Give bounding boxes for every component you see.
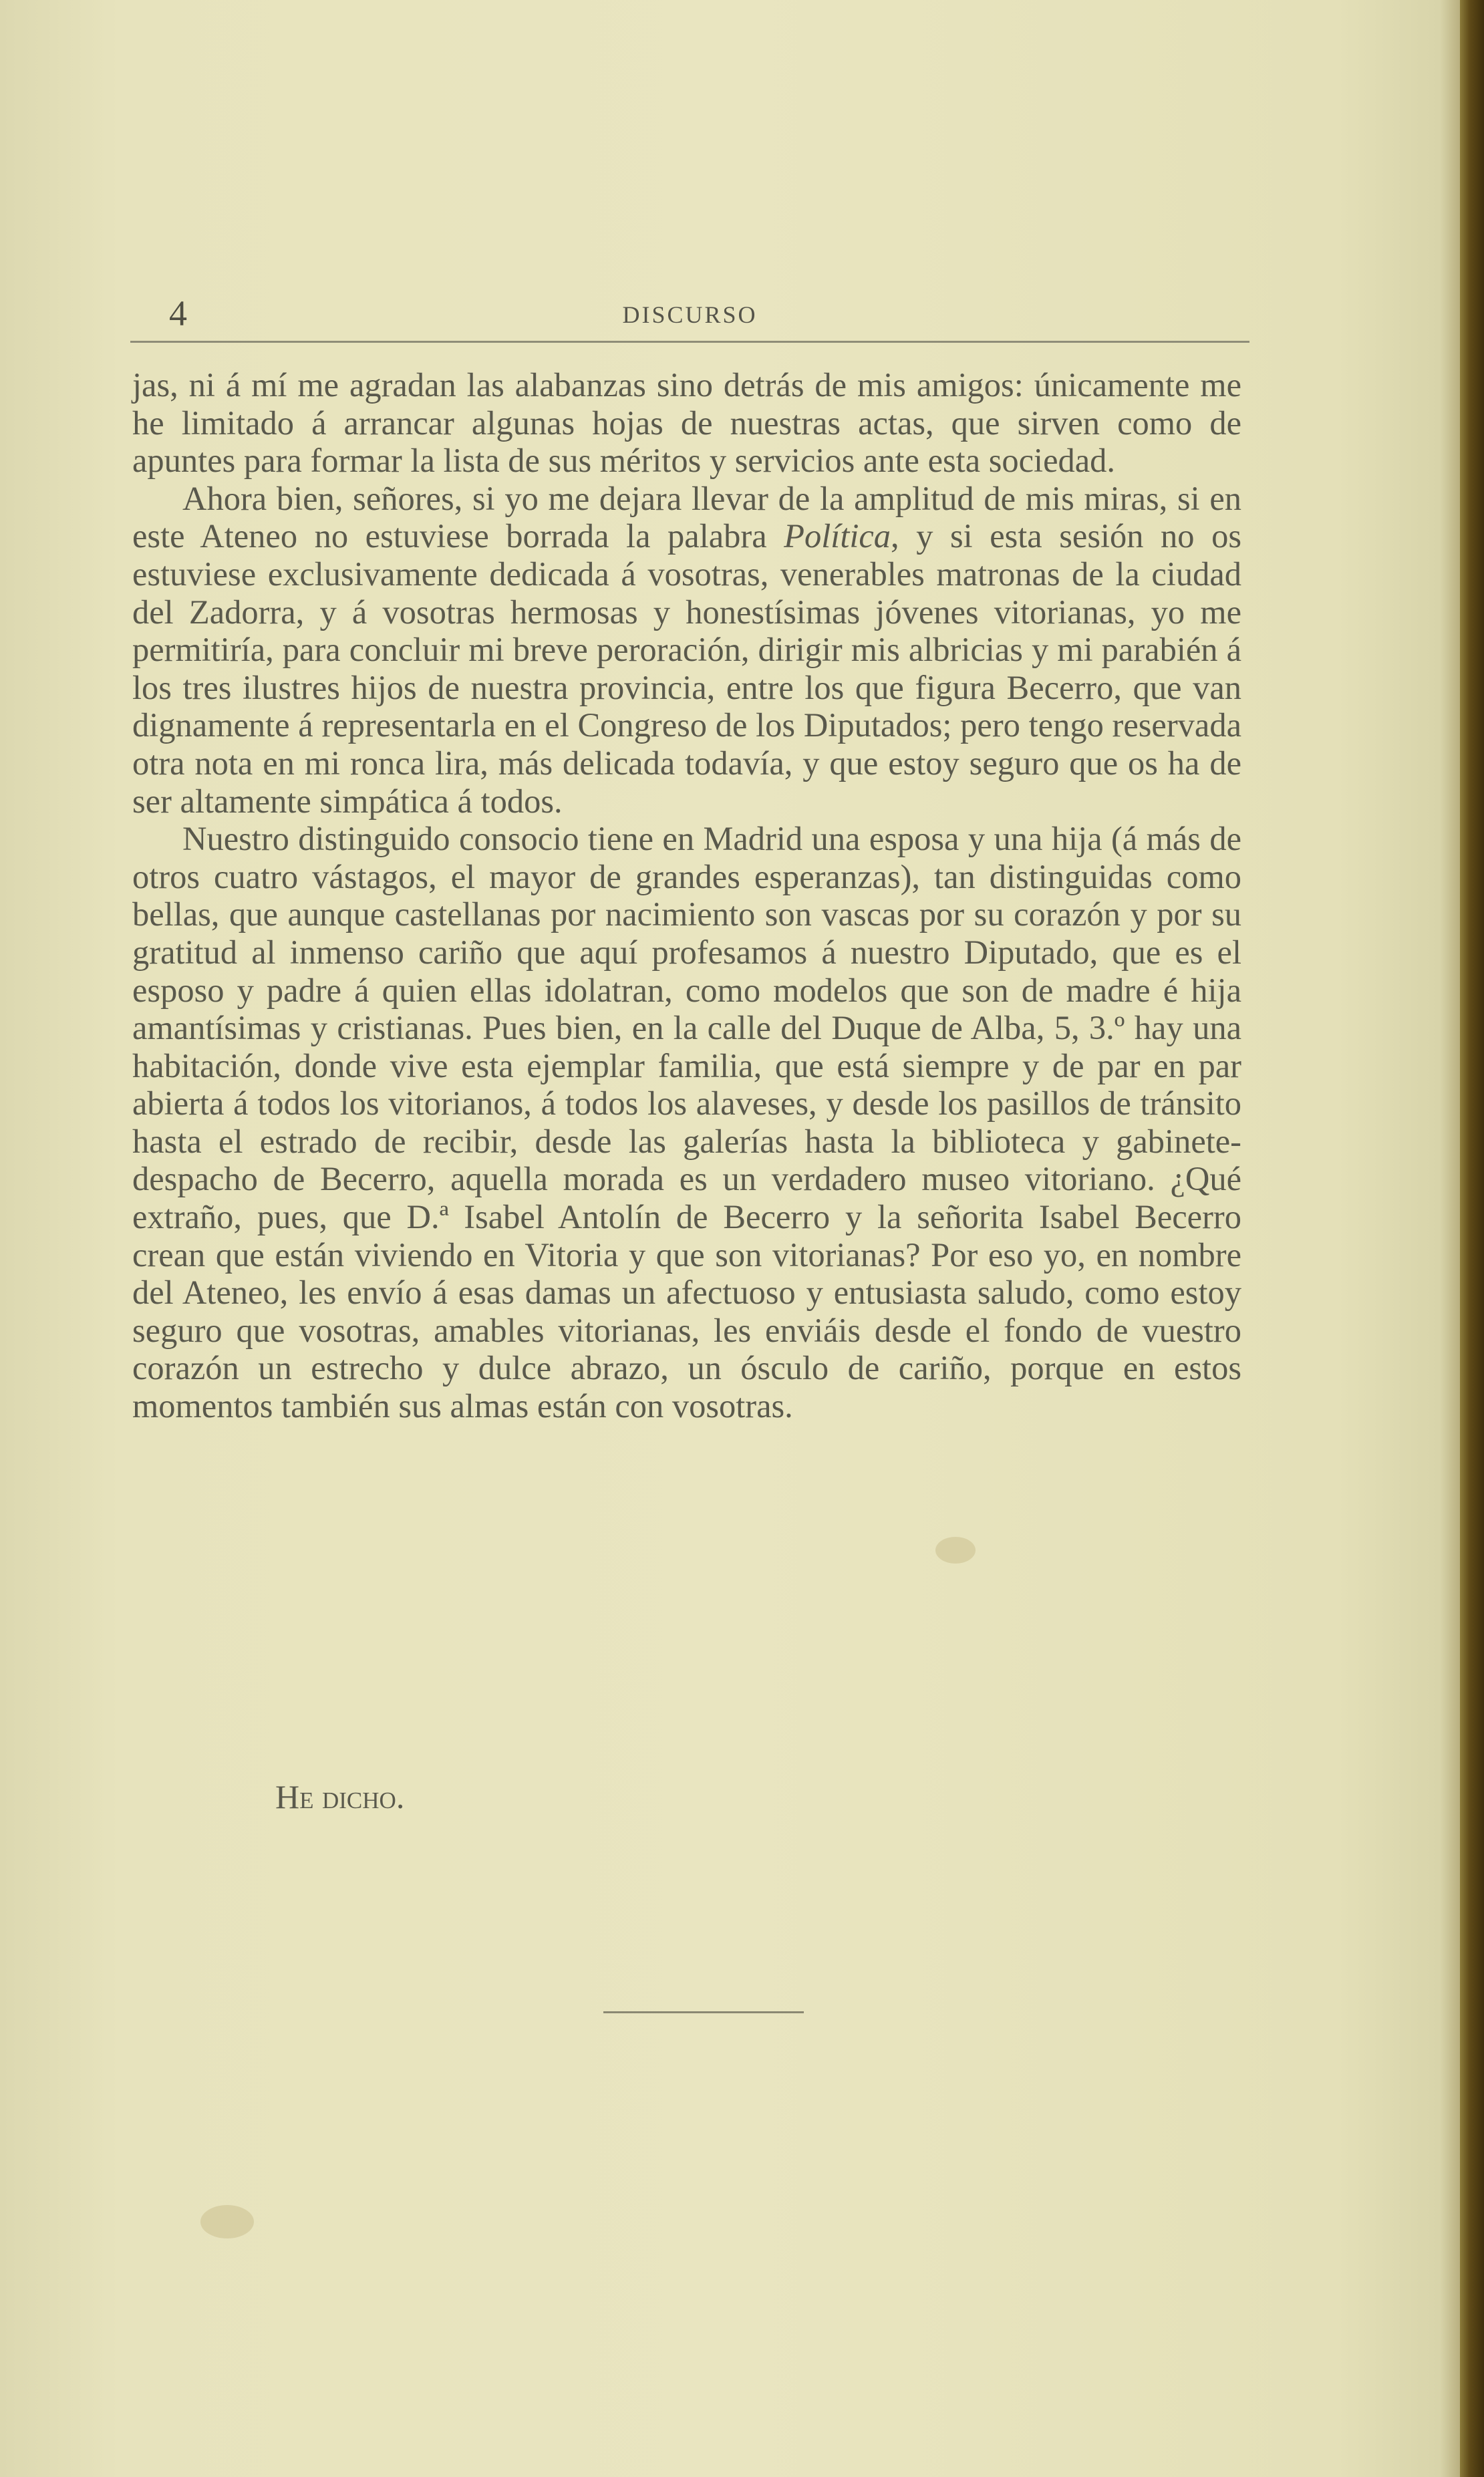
closing-phrase: He dicho. [275, 1778, 405, 1815]
page-edge-shadow [1440, 0, 1460, 2477]
paragraph: jas, ni á mí me agradan las alabanzas sino detrás de mis amigos: únicamente me he limitado á arrancar algunas hojas de nuestras actas, que sirven como de apuntes para formar la lista de sus méritos y servicios ante esta sociedad. [132, 366, 1241, 480]
italic-word: Política [784, 517, 891, 555]
paragraph: Nuestro distinguido consocio tiene en Madrid una esposa y una hija (á más de otros cuatro vástagos, el mayor de grandes esperanzas), tan distinguidas como bellas, que aunque castellanas por nacimiento son vascas por su corazón y por su gratitud al inmenso cariño que aquí profesamos á nuestro Diputado, que es el esposo y padre á quien ellas idolatran, como modelos que son de madre é hija amantísimas y cristianas. Pues bien, en la calle del Duque de Alba, 5, 3.º hay una habitación, donde vive esta ejemplar familia, que está siempre y de par en par abierta á todos los vitorianos, á todos los alaveses, y desde los pasillos de tránsito hasta el estrado de recibir, desde las galerías hasta la biblioteca y gabinete-despacho de Becerro, aquella morada es un verdadero museo vitoriano. ¿Qué extraño, pues, que D.ª Isabel Antolín de Becerro y la señorita Isabel Becerro crean que están viviendo en Vitoria y que son vitorianas? Por eso yo, en nombre del Ateneo, les envío á esas damas un afectuoso y entusiasta saludo, como estoy seguro que vosotras, amables vitorianas, les enviáis desde el fondo de vuestro corazón un estrecho y dulce abrazo, un ósculo de cariño, porque en estos momentos también sus almas están con vosotras. [132, 820, 1241, 1425]
page-number: 4 [169, 293, 187, 333]
end-rule [603, 2011, 804, 2013]
paper-stain [935, 1537, 976, 1564]
page-header [130, 286, 1249, 339]
body-text [132, 366, 1241, 1425]
paper-stain [200, 2205, 254, 2238]
paragraph: Ahora bien, señores, si yo me dejara llevar de la amplitud de mis miras, si en este Ateneo no estuviese borrada la palabra Política, y si esta sesión no os estuviese exclusivamente dedicada á vosotras, venerables matronas de la ciudad del Zadorra, y á vosotras hermosas y honestísimas jóvenes vitorianas, yo me permitiría, para concluir mi breve peroración, dirigir mis albricias y mi parabién á los tres ilustres hijos de nuestra provincia, entre los que figura Becerro, que van dignamente á representarla en el Congreso de los Diputados; pero tengo reservada otra nota en mi ronca lira, más delicada todavía, y que estoy seguro que os ha de ser altamente simpática á todos. [132, 479, 1241, 820]
running-head: DISCURSO [622, 301, 758, 328]
book-spine-edge [1460, 0, 1484, 2477]
header-rule [130, 341, 1249, 343]
